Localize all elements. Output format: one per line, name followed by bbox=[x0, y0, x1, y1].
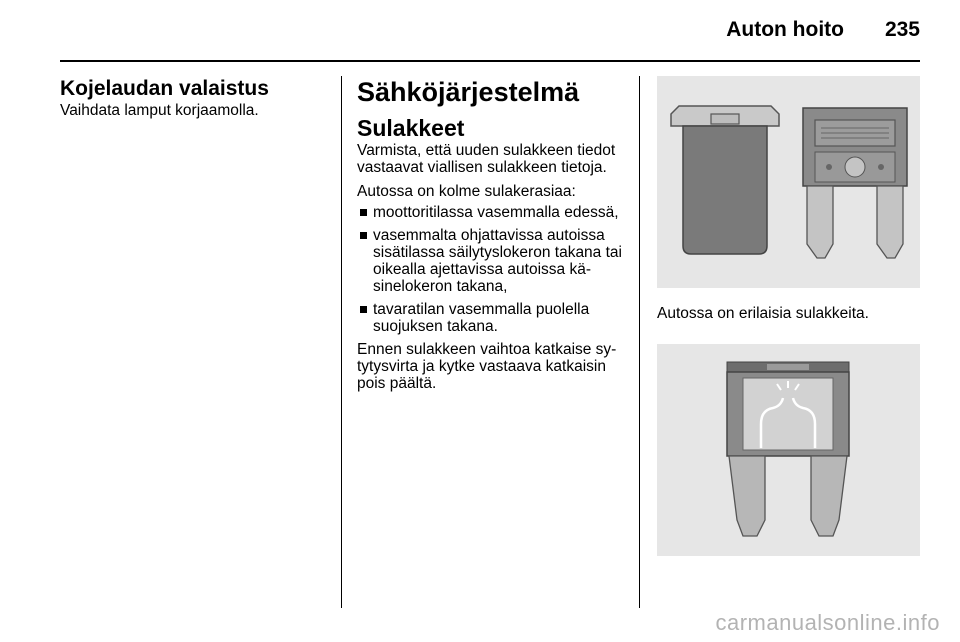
subsection-title-fuses: Sulakkeet bbox=[357, 115, 465, 141]
page-header bbox=[60, 0, 920, 60]
fuse-box-list bbox=[357, 204, 627, 335]
blown-fuse-illustration bbox=[657, 344, 920, 556]
section-title-electrical-system: Sähköjärjestelmä bbox=[357, 77, 580, 107]
list-item: vasemmalta ohjattavissa autoissa sisätilassa säilytyslokeron takana tai oikealla ajettavissa autoissa kä-sinelokeron takana, bbox=[357, 227, 627, 295]
page-number: 235 bbox=[884, 18, 920, 41]
instrument-lighting-text: Vaihdata lamput korjaamolla. bbox=[60, 102, 259, 119]
column-divider-2 bbox=[639, 76, 640, 608]
column-right bbox=[657, 76, 920, 556]
column-divider-1 bbox=[341, 76, 342, 608]
fuses-paragraph-2: Autossa on kolme sulakerasiaa: bbox=[357, 183, 576, 200]
column-left bbox=[60, 76, 330, 119]
list-item: tavaratilan vasemmalla puolella suojuksen takana. bbox=[357, 301, 627, 335]
list-item: moottoritilassa vasemmalla edessä, bbox=[357, 204, 627, 221]
fuse-types-caption: Autossa on erilaisia sulakkeita. bbox=[657, 305, 869, 322]
header-rule bbox=[60, 60, 920, 62]
fuses-paragraph-1: Varmista, että uuden sulakkeen tiedot vastaavat viallisen sulakkeen tietoja. bbox=[357, 142, 616, 176]
column-middle bbox=[357, 76, 627, 392]
header-section-title: Auton hoito bbox=[726, 18, 844, 41]
watermark: carmanualsonline.info bbox=[715, 610, 940, 635]
fuse-types-illustration bbox=[657, 76, 920, 288]
fuses-paragraph-3: Ennen sulakkeen vaihtoa katkaise sy-tytysvirta ja kytke vastaava katkaisin pois päältä. bbox=[357, 341, 617, 392]
section-title-instrument-lighting: Kojelaudan valaistus bbox=[60, 77, 269, 100]
